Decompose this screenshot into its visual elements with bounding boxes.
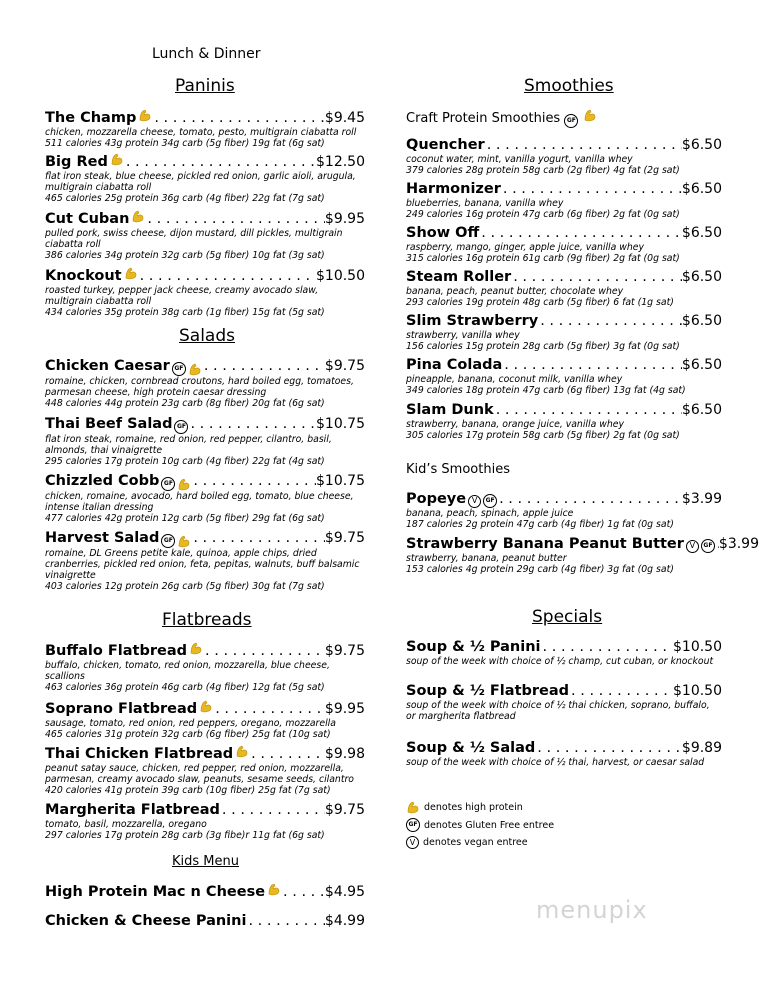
gf-icon: GF [161, 534, 175, 548]
menu-item [45, 209, 365, 261]
item-nutrition: 305 calories 17g protein 58g carb (5g fiber) 2g fat (0g sat) [406, 430, 680, 441]
menu-item-row [406, 268, 722, 286]
dot-leader [203, 642, 325, 660]
item-price: $12.50 [316, 154, 365, 170]
item-name: Steam Roller [406, 269, 512, 285]
gf-icon: GF [483, 494, 497, 508]
kids-smoothies-title: Kid’s Smoothies [406, 462, 510, 477]
dot-leader [538, 312, 682, 330]
item-description: romaine, DL Greens petite kale, quinoa, apple chips, dried cranberries, pickled red onion, feta, pepitas, walnuts, buff balsamic vinaigrette [45, 548, 360, 581]
item-description: blueberries, banana, vanilla whey [406, 198, 564, 209]
item-name: Harmonizer [406, 181, 501, 197]
item-icons [267, 882, 281, 896]
item-description: romaine, chicken, cornbread croutons, hard boiled egg, tomatoes, parmesan cheese, high protein caesar dressing [45, 376, 354, 398]
menu-item [45, 801, 365, 841]
item-price: $9.75 [324, 530, 365, 546]
item-nutrition: 465 calories 31g protein 32g carb (6g fiber) 25g fat (10g sat) [45, 729, 331, 740]
menu-item-row [406, 535, 760, 553]
item-name: Quencher [406, 137, 485, 153]
dot-leader [138, 267, 316, 285]
item-price: $6.50 [681, 225, 722, 241]
item-name: Chizzled Cobb [45, 473, 160, 489]
item-price: $4.99 [324, 913, 365, 929]
item-icons [138, 108, 152, 122]
item-name: Buffalo Flatbread [45, 643, 188, 659]
smoothies-title: Smoothies [524, 76, 614, 96]
item-price: $3.99 [718, 536, 760, 552]
item-price: $10.75 [316, 416, 365, 432]
menu-item-row [406, 136, 722, 154]
item-description: flat iron steak, blue cheese, pickled red onion, garlic aioli, arugula, multigrain ciabatta roll [45, 171, 356, 193]
menu-item [406, 401, 722, 441]
item-name: Chicken & Cheese Panini [45, 913, 247, 929]
item-description: pulled pork, swiss cheese, dijon mustard, dill pickles, multigrain ciabatta roll [45, 228, 343, 250]
item-name: High Protein Mac n Cheese [45, 884, 266, 900]
menu-item-row [45, 882, 365, 901]
item-icons [131, 209, 145, 223]
menu-item [45, 529, 365, 592]
menu-item-row [45, 357, 365, 376]
item-nutrition: 315 calories 16g protein 61g carb (9g fiber) 2g fat (0g sat) [406, 253, 680, 264]
item-nutrition: 511 calories 43g protein 34g carb (5g fiber) 19g fat (6g sat) [45, 138, 325, 149]
flexed-arm-icon [583, 108, 597, 122]
flexed-arm-icon [406, 800, 420, 814]
craft-smoothies-title [406, 108, 597, 128]
item-price: $9.95 [324, 701, 365, 717]
item-price: $6.50 [681, 269, 722, 285]
vegan-icon: V [406, 836, 419, 849]
item-nutrition: 379 calories 28g protein 58g carb (2g fiber) 4g fat (2g sat) [406, 165, 680, 176]
vegan-icon: V [686, 540, 699, 553]
item-name: The Champ [45, 110, 137, 126]
flexed-arm-icon [267, 882, 281, 896]
item-icons [235, 744, 249, 758]
dot-leader [152, 109, 325, 127]
item-description: banana, peach, spinach, apple juice [406, 508, 574, 519]
menu-item-row [45, 801, 365, 819]
menu-item-row [45, 209, 365, 228]
item-price: $9.45 [324, 110, 365, 126]
item-description: strawberry, banana, peanut butter [406, 553, 567, 564]
menu-item-row [45, 415, 365, 434]
menu-item [45, 699, 365, 740]
menu-item-row [45, 529, 365, 548]
menu-item-row [45, 744, 365, 763]
item-icons [161, 534, 191, 548]
item-description: sausage, tomato, red onion, red peppers, oregano, mozzarella [45, 718, 336, 729]
item-price: $10.50 [673, 639, 722, 655]
item-icons [161, 477, 191, 491]
specials-title: Specials [532, 607, 603, 627]
dot-leader [541, 638, 673, 656]
dot-leader [281, 883, 325, 901]
item-nutrition: 477 calories 42g protein 12g carb (5g fiber) 29g fat (6g sat) [45, 513, 325, 524]
menu-item-row [45, 266, 365, 285]
item-name: Thai Beef Salad [45, 416, 173, 432]
menu-item-row [406, 224, 722, 242]
item-name: Thai Chicken Flatbread [45, 746, 234, 762]
gf-icon: GF [406, 818, 420, 832]
menu-item-row [45, 912, 365, 930]
flexed-arm-icon [235, 744, 249, 758]
item-price: $9.75 [324, 802, 365, 818]
flexed-arm-icon [188, 362, 202, 376]
item-nutrition: 297 calories 17g protein 28g carb (3g fibe)r 11g fat (6g sat) [45, 830, 325, 841]
menu-item-row [45, 472, 365, 491]
menu-item-row [406, 180, 722, 198]
item-description: strawberry, banana, orange juice, vanilla whey [406, 419, 624, 430]
kids-menu-title: Kids Menu [172, 854, 239, 869]
dot-leader [502, 356, 682, 374]
item-name: Soup & ½ Salad [406, 740, 536, 756]
menu-item [406, 268, 722, 308]
item-name: Knockout [45, 268, 122, 284]
dot-leader [479, 224, 682, 242]
dot-leader [494, 401, 682, 419]
item-name: Big Red [45, 154, 108, 170]
item-name: Popeye [406, 491, 467, 507]
item-description: soup of the week with choice of ½ champ, cut cuban, or knockout [406, 656, 714, 667]
item-name: Chicken Caesar [45, 358, 170, 374]
dot-leader [497, 490, 682, 508]
dot-leader [145, 210, 325, 228]
item-name: Cut Cuban [45, 211, 130, 227]
legend-gluten-free-label: denotes Gluten Free entree [424, 819, 555, 831]
vegan-icon: V [468, 495, 481, 508]
legend-vegan [406, 836, 528, 849]
item-nutrition: 293 calories 19g protein 48g carb (5g fiber) 6 fat (1g sat) [406, 297, 674, 308]
gf-icon: GF [701, 539, 715, 553]
dot-leader [213, 700, 325, 718]
item-description: chicken, mozzarella cheese, tomato, pesto, multigrain ciabatta roll [45, 127, 357, 138]
menu-item [45, 357, 365, 409]
item-icons [172, 362, 202, 376]
item-nutrition: 448 calories 44g protein 23g carb (8g fiber) 20g fat (6g sat) [45, 398, 325, 409]
item-name: Pina Colada [406, 357, 503, 373]
item-description: soup of the week with choice of ½ thai, harvest, or caesar salad [406, 757, 705, 768]
gf-icon: GF [174, 420, 188, 434]
item-nutrition: 295 calories 17g protein 10g carb (4g fiber) 22g fat (4g sat) [45, 456, 325, 467]
item-nutrition: 386 calories 34g protein 32g carb (5g fiber) 10g fat (3g sat) [45, 250, 325, 261]
flexed-arm-icon [199, 699, 213, 713]
item-name: Slim Strawberry [406, 313, 539, 329]
item-icons [174, 420, 188, 434]
item-name: Margherita Flatbread [45, 802, 220, 818]
legend-vegan-label: denotes vegan entree [423, 837, 528, 848]
item-name: Slam Dunk [406, 402, 494, 418]
item-price: $6.50 [681, 402, 722, 418]
menu-item-row [45, 699, 365, 718]
watermark-logo: menupix [536, 896, 648, 924]
item-description: roasted turkey, pepper jack cheese, creamy avocado slaw, multigrain ciabatta roll [45, 285, 319, 307]
menu-item [406, 136, 722, 176]
dot-leader [124, 153, 316, 171]
item-name: Soup & ½ Panini [406, 639, 541, 655]
gf-icon: GF [172, 362, 186, 376]
dot-leader [188, 415, 316, 433]
item-description: peanut satay sauce, chicken, red pepper, red onion, mozzarella, parmesan, creamy avocado slaw, peanuts, sesame seeds, cilantro [45, 763, 354, 785]
item-name: Harvest Salad [45, 530, 160, 546]
menu-item-row [406, 356, 722, 374]
menu-item [45, 744, 365, 796]
item-price: $6.50 [681, 137, 722, 153]
item-description: coconut water, mint, vanilla yogurt, vanilla whey [406, 154, 633, 165]
paninis-title: Paninis [175, 76, 235, 96]
item-nutrition: 156 calories 15g protein 28g carb (5g fiber) 3g fat (0g sat) [406, 341, 680, 352]
gf-icon: GF [161, 477, 175, 491]
item-price: $9.75 [324, 358, 365, 374]
menu-item [45, 415, 365, 467]
item-icons [686, 539, 715, 553]
item-icons [189, 641, 203, 655]
item-icons [110, 152, 124, 166]
flexed-arm-icon [189, 641, 203, 655]
item-nutrition: 463 calories 36g protein 46g carb (4g fiber) 12g fat (5g sat) [45, 682, 325, 693]
item-name: Strawberry Banana Peanut Butter [406, 536, 684, 552]
gf-icon: GF [564, 114, 578, 128]
menu-item [45, 472, 365, 524]
flexed-arm-icon [177, 477, 191, 491]
legend-high-protein-label: denotes high protein [424, 801, 523, 813]
dot-leader [511, 268, 682, 286]
item-description: buffalo, chicken, tomato, red onion, mozzarella, blue cheese, scallions [45, 660, 330, 682]
dot-leader [191, 529, 325, 547]
item-nutrition: 465 calories 25g protein 36g carb (4g fiber) 22g fat (7g sat) [45, 193, 325, 204]
menu-item [406, 638, 722, 667]
menu-item-row [406, 739, 722, 757]
item-price: $6.50 [681, 181, 722, 197]
flatbreads-title: Flatbreads [162, 610, 252, 630]
item-name: Soup & ½ Flatbread [406, 683, 570, 699]
item-price: $6.50 [681, 357, 722, 373]
dot-leader [535, 739, 682, 757]
item-icons [199, 699, 213, 713]
dot-leader [246, 912, 324, 930]
item-name: Show Off [406, 225, 480, 241]
item-price: $9.75 [324, 643, 365, 659]
menu-title: Lunch & Dinner [152, 46, 261, 62]
item-nutrition: 153 calories 4g protein 29g carb (4g fiber) 3g fat (0g sat) [406, 564, 674, 575]
dot-leader [501, 180, 682, 198]
item-price: $3.99 [681, 491, 722, 507]
flexed-arm-icon [131, 209, 145, 223]
legend-gluten-free [406, 818, 554, 832]
item-price: $4.95 [324, 884, 365, 900]
item-nutrition: 349 calories 18g protein 47g carb (6g fiber) 13g fat (4g sat) [406, 385, 686, 396]
menu-item [45, 152, 365, 204]
menu-item-row [406, 312, 722, 330]
menu-item-row [45, 108, 365, 127]
menu-item [45, 641, 365, 693]
item-description: tomato, basil, mozzarella, oregano [45, 819, 207, 830]
dot-leader [485, 136, 682, 154]
flexed-arm-icon [124, 266, 138, 280]
item-nutrition: 187 calories 2g protein 47g carb (4g fiber) 1g fat (0g sat) [406, 519, 674, 530]
item-nutrition: 403 calories 12g protein 26g carb (5g fiber) 30g fat (7g sat) [45, 581, 325, 592]
item-price: $9.95 [324, 211, 365, 227]
menu-item [45, 108, 365, 149]
menu-item [406, 180, 722, 220]
menu-item-row [406, 638, 722, 656]
item-name: Soprano Flatbread [45, 701, 198, 717]
dot-leader [191, 472, 316, 490]
item-description: strawberry, vanilla whey [406, 330, 520, 341]
flexed-arm-icon [110, 152, 124, 166]
menu-item-row [45, 641, 365, 660]
item-description: raspberry, mango, ginger, apple juice, vanilla whey [406, 242, 645, 253]
item-description: flat iron steak, romaine, red onion, red pepper, cilantro, basil, almonds, thai vinaigrette [45, 434, 332, 456]
item-price: $10.75 [316, 473, 365, 489]
item-icons [124, 266, 138, 280]
menu-item [406, 490, 722, 530]
menu-item-row [406, 401, 722, 419]
salads-title: Salads [179, 326, 235, 346]
menu-item [45, 912, 365, 930]
item-nutrition: 434 calories 35g protein 38g carb (1g fiber) 15g fat (5g sat) [45, 307, 325, 318]
item-nutrition: 249 calories 16g protein 47g carb (6g fiber) 2g fat (0g sat) [406, 209, 680, 220]
legend-high-protein [406, 800, 523, 814]
flexed-arm-icon [138, 108, 152, 122]
menu-item [45, 882, 365, 901]
item-description: chicken, romaine, avocado, hard boiled egg, tomato, blue cheese, intense italian dressing [45, 491, 354, 513]
item-price: $10.50 [316, 268, 365, 284]
flexed-arm-icon [177, 534, 191, 548]
menu-item [406, 739, 722, 768]
craft-smoothies-label: Craft Protein Smoothies [406, 111, 561, 126]
item-price: $6.50 [681, 313, 722, 329]
item-price: $9.98 [324, 746, 365, 762]
menu-item [406, 682, 722, 722]
menu-item-row [406, 490, 722, 508]
menu-item [406, 312, 722, 352]
dot-leader [249, 745, 325, 763]
item-icons [468, 494, 497, 508]
item-description: soup of the week with choice of ½ thai chicken, soprano, buffalo, or margherita flatbread [406, 700, 710, 722]
dot-leader [569, 682, 673, 700]
menu-item [406, 356, 722, 396]
dot-leader [220, 801, 325, 819]
item-price: $10.50 [673, 683, 722, 699]
menu-item [45, 266, 365, 318]
dot-leader [202, 357, 325, 375]
menu-item [406, 535, 760, 575]
item-description: pineapple, banana, coconut milk, vanilla whey [406, 374, 623, 385]
item-price: $9.89 [681, 740, 722, 756]
item-nutrition: 420 calories 41g protein 39g carb (10g fiber) 25g fat (7g sat) [45, 785, 331, 796]
menu-item-row [406, 682, 722, 700]
menu-item-row [45, 152, 365, 171]
item-description: banana, peach, peanut butter, chocolate whey [406, 286, 624, 297]
menu-item [406, 224, 722, 264]
